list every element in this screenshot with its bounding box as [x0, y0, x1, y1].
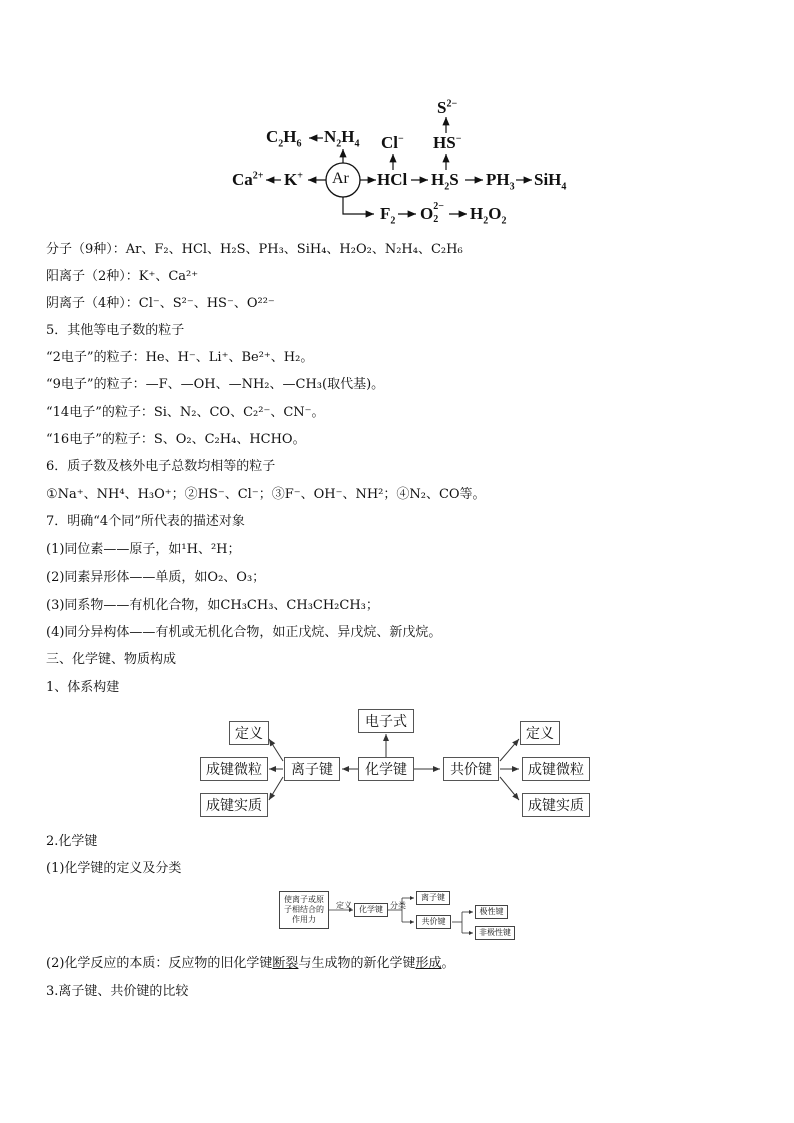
map-def-right: 定义 — [520, 721, 560, 745]
s2-minus: $S^{2-}$ — [437, 98, 458, 117]
heading-6: 6．质子数及核外电子总数均相等的粒子 — [46, 459, 276, 474]
line-cations: 阳离子（2种）：K⁺、Ca²⁺ — [46, 269, 199, 284]
map-essence-right: 成键实质 — [522, 793, 590, 817]
ph3: $PH_3$ — [486, 170, 515, 193]
map-chem: 化学键 — [358, 757, 414, 781]
line-9-electron: “9电子”的粒子：—F、—OH、—NH₂、—CH₃(取代基)。 — [46, 377, 385, 392]
subheading-3: 3.离子键、共价键的比较 — [46, 984, 189, 999]
def-label: 定义 — [336, 901, 352, 910]
map-def-left: 定义 — [229, 721, 269, 745]
small-nonpolar: 非极性键 — [475, 926, 515, 940]
subheading-2: 2.化学键 — [46, 834, 98, 849]
ca2-plus: $Ca^{2+}$ — [232, 170, 264, 189]
h2s: $H_2S$ — [431, 170, 459, 193]
hcl: HCl — [377, 170, 408, 189]
sih4: SiH$_4$ — [534, 170, 567, 193]
underline-form: 形成 — [415, 956, 442, 971]
small-chem: 化学键 — [354, 903, 388, 917]
line-equal-particles: ①Na⁺、NH⁴、H₃O⁺；②HS⁻、Cl⁻；③F⁻、OH⁻、NH²；④N₂、CO等。 — [46, 487, 486, 502]
line-anions: 阴离子（4种）：Cl⁻、S²⁻、HS⁻、O²²⁻ — [46, 296, 275, 311]
small-covalent: 共价键 — [416, 915, 451, 929]
hs-minus: HS− — [433, 133, 462, 152]
f2: $F_2$ — [380, 204, 396, 227]
h2o2: $H_2O_2$ — [470, 204, 507, 227]
subheading-2-1: (1)化学键的定义及分类 — [46, 861, 182, 876]
class-label: 分类 — [390, 901, 406, 910]
n2h4: $N_2H_4$ — [324, 127, 360, 150]
ar-label: Ar — [332, 170, 349, 187]
map-particle-right: 成键微粒 — [522, 757, 590, 781]
k-plus: K+ — [284, 170, 303, 189]
line-homolog: (3)同系物——有机化合物，如CH₃CH₃、CH₃CH₂CH₃； — [46, 598, 379, 613]
cl-minus: Cl− — [381, 133, 404, 152]
heading-5: 5．其他等电子数的粒子 — [46, 323, 185, 338]
map-particle-left: 成键微粒 — [200, 757, 268, 781]
line-allotrope: (2)同素异形体——单质，如O₂、O₃； — [46, 570, 266, 585]
section-3-title: 三、化学键、物质构成 — [46, 652, 177, 667]
small-polar: 极性键 — [475, 905, 508, 919]
map-ionic: 离子键 — [284, 757, 340, 781]
map-essence-left: 成键实质 — [200, 793, 268, 817]
line-16-electron: “16电子”的粒子：S、O₂、C₂H₄、HCHO。 — [46, 432, 306, 447]
subheading-1: 1、体系构建 — [46, 680, 120, 695]
line-14-electron: “14电子”的粒子：Si、N₂、CO、C₂²⁻、CN⁻。 — [46, 405, 325, 420]
line-reaction-essence: (2)化学反应的本质：反应物的旧化学键断裂与生成物的新化学键形成。 — [46, 956, 455, 971]
defbox: 使离子或原子相结合的作用力 — [279, 891, 329, 929]
heading-7: 7．明确“4个同”所代表的描述对象 — [46, 514, 245, 529]
line-isotope: (1)同位素——原子，如¹H、²H； — [46, 542, 241, 557]
line-2-electron: “2电子”的粒子：He、H⁻、Li⁺、Be²⁺、H₂。 — [46, 350, 314, 365]
line-molecules: 分子（9种）：Ar、F₂、HCl、H₂S、PH₃、SiH₄、H₂O₂、N₂H₄、C₂H₆ — [46, 242, 463, 257]
map-covalent: 共价键 — [443, 757, 499, 781]
o2-2minus: O 2− 2 — [420, 201, 444, 225]
line-isomer: (4)同分异构体——有机或无机化合物，如正戊烷、异戊烷、新戊烷。 — [46, 625, 442, 640]
underline-break: 断裂 — [272, 956, 299, 971]
map-electronic: 电子式 — [358, 709, 414, 733]
c2h6: $C_2H_6$ — [266, 127, 302, 150]
small-ionic: 离子键 — [416, 891, 450, 905]
